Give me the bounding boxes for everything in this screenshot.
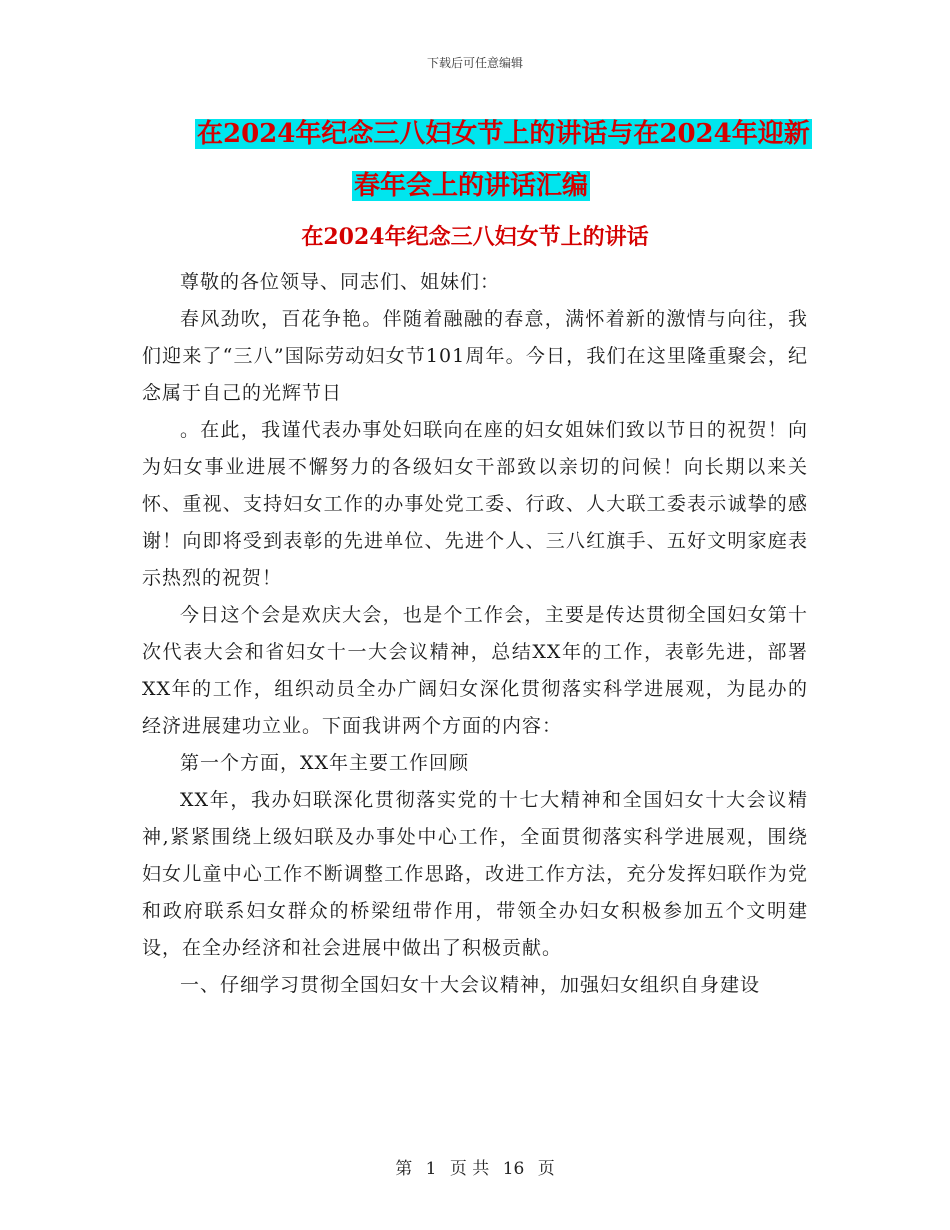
paragraph: 。在此，我谨代表办事处妇联向在座的妇女姐妹们致以节日的祝贺！向为妇女事业进展不懈努力的各级妇女干部致以亲切的问候！向长期以来关怀、重视、支持妇女工作的办事处党工委、行政、人大联工委表示诚挚的感谢！向即将受到表彰的先进单位、先进个人、三八红旗手、五好文明家庭表示热烈的祝贺！ <box>142 419 808 589</box>
footer-suffix: 页 <box>537 1159 555 1179</box>
paragraph: XX年，我办妇联深化贯彻落实党的十七大精神和全国妇女十大会议精神,紧紧围绕上级妇联及办事处中心工作，全面贯彻落实科学进展观，围绕妇女儿童中心工作不断调整工作思路，改进工作方法，充分发挥妇联作为党和政府联系妇女群众的桥梁纽带作用，带领全办妇女积极参加五个文明建设，在全办经济和社会进展中做出了积极贡献。 <box>142 789 808 959</box>
paragraph-heading: 第一个方面，XX年主要工作回顾 <box>180 752 470 774</box>
page-total: 16 <box>502 1159 525 1179</box>
footer-middle: 页 共 <box>449 1159 490 1179</box>
paragraph-heading: 一、仔细学习贯彻全国妇女十大会议精神，加强妇女组织自身建设 <box>180 974 761 996</box>
header-note: 下载后可任意编辑 <box>426 56 523 70</box>
footer-prefix: 第 <box>395 1159 413 1179</box>
paragraph-salutation: 尊敬的各位领导、同志们、姐妹们： <box>180 271 501 293</box>
document-title-line2: 春年会上的讲话汇编 <box>354 171 589 201</box>
paragraph: 春风劲吹，百花争艳。伴随着融融的春意，满怀着新的激情与向往，我们迎来了“三八”国际劳动妇女节101周年。今日，我们在这里隆重聚会，纪念属于自己的光辉节日 <box>142 308 808 404</box>
section-title: 在2024年纪念三八妇女节上的讲话 <box>301 224 649 250</box>
paragraph: 今日这个会是欢庆大会，也是个工作会，主要是传达贯彻全国妇女第十次代表大会和省妇女十一大会议精神，总结XX年的工作，表彰先进，部署XX年的工作，组织动员全办广阔妇女深化贯彻落实科学进展观，为昆办的经济进展建功立业。下面我讲两个方面的内容： <box>142 604 808 737</box>
document-title <box>140 108 860 212</box>
body-text <box>142 264 808 1004</box>
document-title-line1: 在2024年纪念三八妇女节上的讲话与在2024年迎新 <box>197 119 810 149</box>
page-number: 1 <box>425 1159 437 1179</box>
page-footer <box>0 1154 950 1179</box>
